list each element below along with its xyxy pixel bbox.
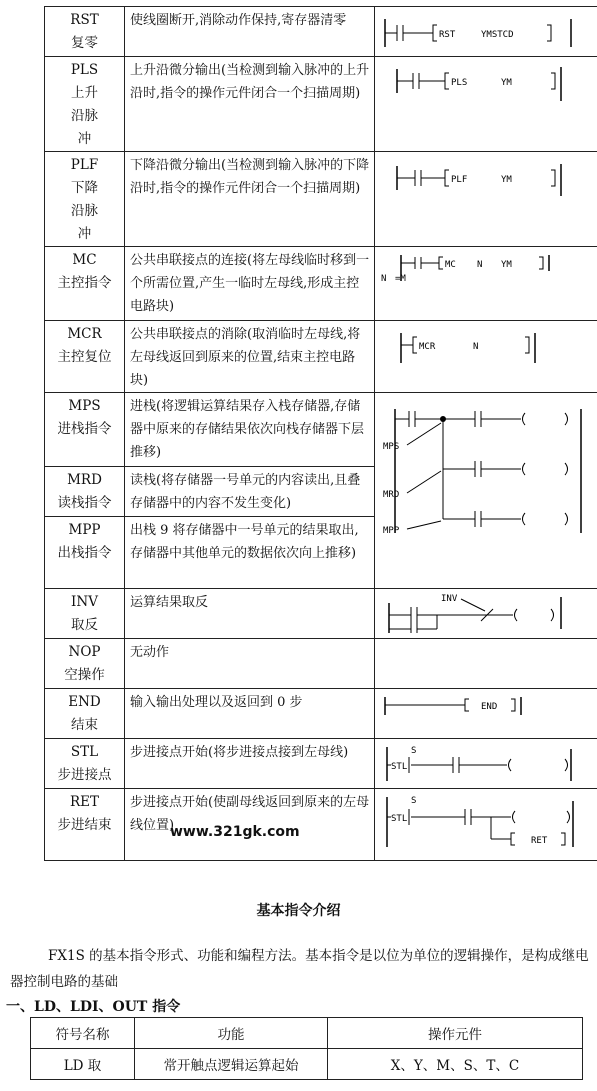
instruction-name-cell [45, 7, 125, 57]
ladder-label: YM [501, 260, 512, 270]
instruction-desc: 无动作 [125, 639, 375, 689]
ladder-label: YM [501, 78, 512, 88]
ladder-label: MPS [383, 442, 400, 452]
instruction-subname: 下降沿脉冲 [71, 180, 98, 242]
instruction-subname: 主控指令 [57, 275, 112, 291]
instruction-code: RST [70, 12, 99, 28]
instruction-code: PLS [70, 62, 99, 78]
ladder-label: PLF [451, 175, 468, 185]
ladder-label: S [411, 796, 417, 806]
ladder-label: N [477, 260, 483, 270]
instruction-desc: 上升沿微分输出(当检测到输入脉冲的上升沿时,指令的操作元件闭合一个扫描周期) [125, 57, 375, 152]
instruction-subname: 步进结束 [57, 817, 112, 833]
table-row [31, 1049, 583, 1080]
ladder-cell [375, 247, 597, 321]
instruction-desc: 出栈 9 将存储器中一号单元的结果取出,存储器中其他单元的数据依次向上推移) [125, 517, 375, 589]
table-row [45, 7, 597, 57]
instruction-subname: 复零 [71, 35, 98, 51]
instruction-table [44, 6, 597, 861]
instruction-subname: 取反 [71, 617, 98, 633]
ladder-diagram [381, 403, 591, 543]
table-row [45, 689, 597, 739]
instruction-name-cell [45, 152, 125, 247]
instruction-subname: 出栈指令 [57, 545, 112, 561]
header-cell: 符号名称 [31, 1018, 135, 1049]
ladder-cell [375, 152, 597, 247]
instruction-subname: 进栈指令 [57, 421, 112, 437]
table-row [45, 589, 597, 639]
table-cell: 常开触点逻辑运算起始 [135, 1049, 328, 1080]
instruction-desc: 步进接点开始(使副母线返回到原来的左母线位置) [125, 789, 375, 861]
table-row [45, 739, 597, 789]
instruction-desc: 公共串联接点的消除(取消临时左母线,将左母线返回到原来的位置,结束主控电路块) [125, 321, 375, 393]
ladder-cell [375, 589, 597, 639]
ladder-cell [375, 739, 597, 789]
instruction-subname: 读栈指令 [57, 495, 112, 511]
table-row [45, 247, 597, 321]
instruction-code: MRD [67, 472, 102, 488]
ladder-label: =M [395, 274, 406, 284]
instruction-subname: 结束 [71, 717, 98, 733]
ladder-cell [375, 393, 597, 589]
ladder-label: MC [445, 260, 456, 270]
instruction-desc: 公共串联接点的连接(将左母线临时移到一个所需位置,产生一临时左母线,形成主控电路块) [125, 247, 375, 321]
table-header-row [31, 1018, 583, 1049]
ladder-label: N [381, 274, 387, 284]
ladder-diagram [381, 693, 591, 733]
instruction-name-cell [45, 321, 125, 393]
instruction-desc: 读栈(将存储器一号单元的内容读出,且叠存储器中的内容不发生变化) [125, 467, 375, 517]
table-row [45, 789, 597, 861]
table-row [45, 639, 597, 689]
instruction-name-cell [45, 689, 125, 739]
ladder-label: MCR [419, 342, 436, 352]
ladder-label: N [473, 342, 479, 352]
instruction-desc: 步进接点开始(将步进接点接到左母线) [125, 739, 375, 789]
instruction-subname: 空操作 [64, 667, 105, 683]
instruction-name-cell [45, 467, 125, 517]
instruction-desc: 输入输出处理以及返回到 0 步 [125, 689, 375, 739]
table-row [45, 393, 597, 467]
ladder-label: INV [441, 594, 458, 604]
table-cell: X、Y、M、S、T、C [328, 1049, 583, 1080]
section-heading: 一、LD、LDI、OUT 指令 [6, 999, 181, 1015]
ladder-diagram [381, 11, 591, 55]
instruction-subname: 步进接点 [57, 767, 112, 783]
ladder-label: RET [531, 836, 548, 846]
ladder-diagram [381, 251, 591, 311]
ladder-cell [375, 321, 597, 393]
instruction-name-cell [45, 393, 125, 467]
intro-paragraph: FX1S 的基本指令形式、功能和编程方法。基本指令是以位为单位的逻辑操作，是构成继电器控制电路的基础 [10, 948, 589, 990]
instruction-name-cell [45, 57, 125, 152]
ladder-label: RST [439, 30, 456, 40]
instruction-desc: 使线圈断开,消除动作保持,寄存器清零 [125, 7, 375, 57]
table-cell: LD 取 [31, 1049, 135, 1080]
section-title: 基本指令介绍 [256, 903, 341, 919]
table-row [45, 321, 597, 393]
instruction-code: END [68, 694, 101, 710]
ladder-label: YMSTCD [481, 30, 514, 40]
ladder-diagram [381, 325, 591, 369]
instruction-code: MC [72, 252, 97, 268]
instruction-desc: 运算结果取反 [125, 589, 375, 639]
instruction-name-cell [45, 247, 125, 321]
ladder-diagram [381, 156, 591, 200]
ladder-cell [375, 689, 597, 739]
instruction-desc: 下降沿微分输出(当检测到输入脉冲的下降沿时,指令的操作元件闭合一个扫描周期) [125, 152, 375, 247]
instruction-name-cell [45, 639, 125, 689]
table-row [45, 57, 597, 152]
ladder-label: MPP [383, 526, 400, 536]
ladder-cell [375, 789, 597, 861]
ladder-label: STL [391, 814, 408, 824]
ladder-label: END [481, 702, 498, 712]
instruction-code: NOP [68, 644, 101, 660]
header-cell: 操作元件 [328, 1018, 583, 1049]
instruction-code: STL [70, 744, 99, 760]
instruction-code: MPS [68, 398, 101, 414]
ladder-diagram [381, 743, 591, 787]
ladder-label: STL [391, 762, 408, 772]
instruction-name-cell [45, 789, 125, 861]
header-cell: 功能 [135, 1018, 328, 1049]
ladder-cell [375, 7, 597, 57]
instruction-subname: 主控复位 [57, 349, 112, 365]
ladder-label: YM [501, 175, 512, 185]
ladder-diagram [381, 793, 591, 855]
ladder-diagram [381, 593, 591, 637]
instruction-code: PLF [70, 157, 99, 173]
instruction-subname: 上升沿脉冲 [71, 85, 98, 147]
instruction-name-cell [45, 739, 125, 789]
ladder-cell [375, 639, 597, 689]
instruction-code: RET [69, 794, 100, 810]
instruction-code: MPP [68, 522, 101, 538]
ladder-cell [375, 57, 597, 152]
instruction-name-cell [45, 589, 125, 639]
instruction-desc: 进栈(将逻辑运算结果存入栈存储器,存储器中原来的存储结果依次向栈存储器下层推移) [125, 393, 375, 467]
instruction-name-cell [45, 517, 125, 589]
ladder-diagram [381, 61, 591, 105]
ladder-label: MRD [383, 490, 400, 500]
instruction-code: INV [71, 594, 98, 610]
table-row [45, 152, 597, 247]
ladder-label: PLS [451, 78, 468, 88]
instruction-code: MCR [67, 326, 102, 342]
site-url: www.321gk.com [170, 824, 300, 840]
ld-instruction-table [30, 1017, 583, 1080]
ladder-label: S [411, 746, 417, 756]
